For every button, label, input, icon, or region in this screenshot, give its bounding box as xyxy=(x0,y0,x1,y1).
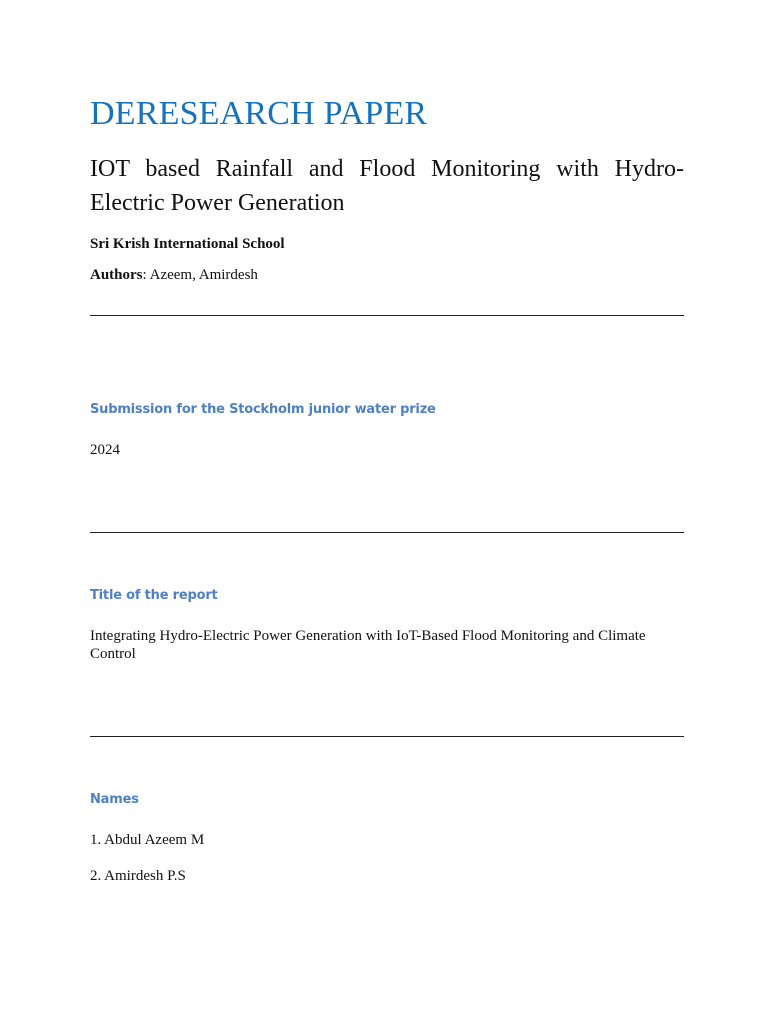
authors-names: : Azeem, Amirdesh xyxy=(142,267,258,283)
document-title: DERESEARCH PAPER xyxy=(90,95,428,132)
submission-year: 2024 xyxy=(90,442,120,458)
name-list-item: 2. Amirdesh P.S xyxy=(90,868,186,884)
document-page xyxy=(90,0,684,1024)
submission-heading: Submission for the Stockholm junior water prize xyxy=(90,402,436,417)
names-heading: Names xyxy=(90,792,139,807)
name-list-item: 1. Abdul Azeem M xyxy=(90,832,205,848)
document-subtitle: IOT based Rainfall and Flood Monitoring with Hydro-Electric Power Generation xyxy=(90,156,684,216)
section-divider xyxy=(90,532,684,533)
authors-line xyxy=(90,266,258,284)
report-title-text: Integrating Hydro-Electric Power Generation with IoT-Based Flood Monitoring and Climate Control xyxy=(90,628,646,662)
section-divider xyxy=(90,315,684,316)
authors-label: Authors xyxy=(90,267,143,283)
section-divider xyxy=(90,736,684,737)
report-title-heading: Title of the report xyxy=(90,588,218,603)
school-name: Sri Krish International School xyxy=(90,236,285,252)
